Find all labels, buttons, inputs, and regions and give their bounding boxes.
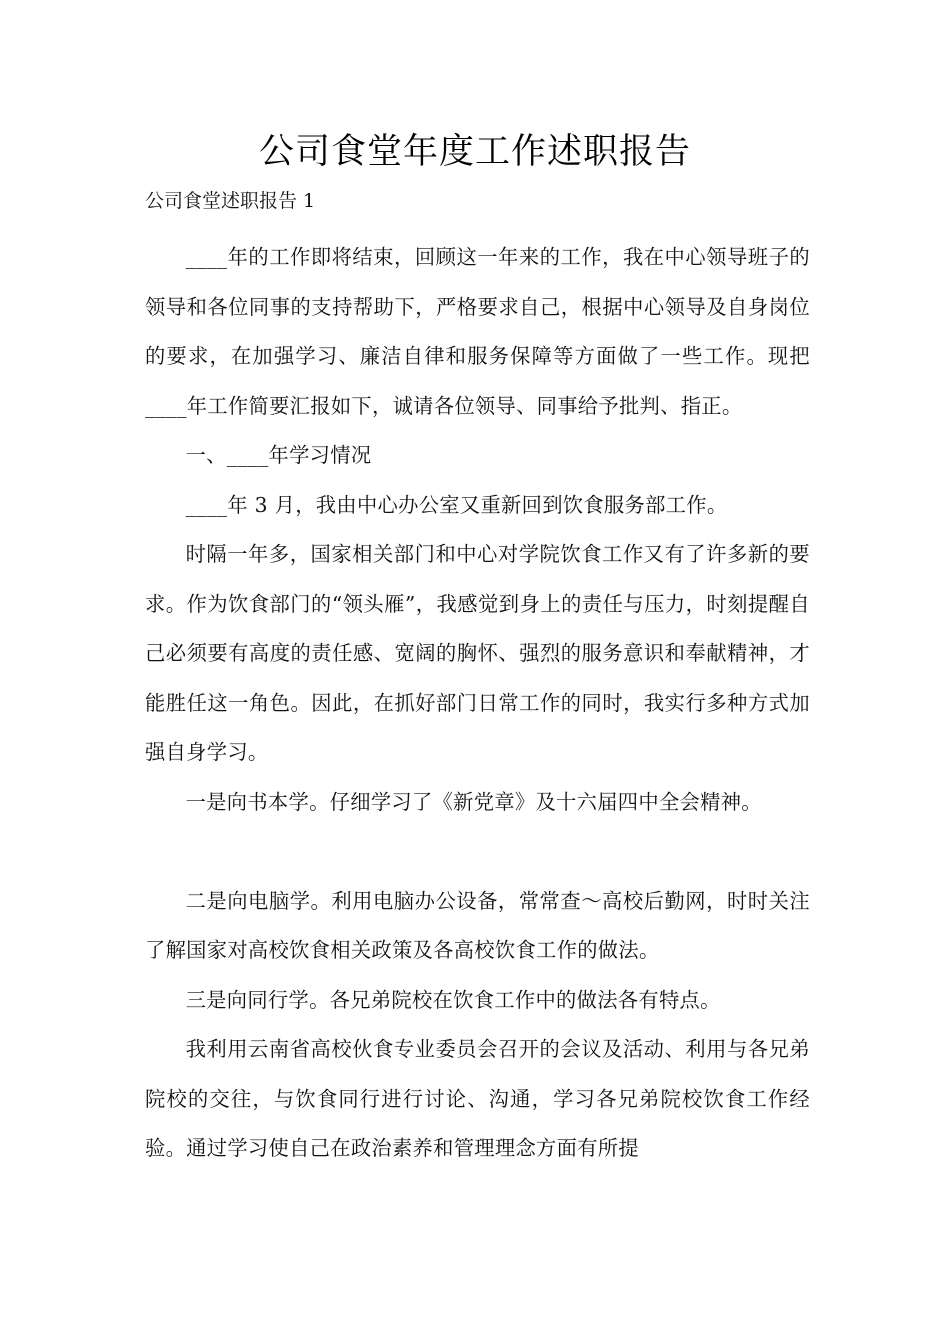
paragraph-intro: ____年的工作即将结束，回顾这一年来的工作，我在中心领导班子的领导和各位同事的支持帮助下，严格要求自己，根据中心领导及自身岗位的要求，在加强学习、廉洁自律和服务保障等方面做了一些工作。现把____年工作简要汇报如下，诚请各位领导、同事给予批判、指正。 [145,245,810,418]
paragraph-requirements: 时隔一年多，国家相关部门和中心对学院饮食工作又有了许多新的要求。作为饮食部门的“领头雁”，我感觉到身上的责任与压力，时刻提醒自己必须要有高度的责任感、宽阔的胸怀、强烈的服务意识和奉献精神，才能胜任这一角色。因此，在抓好部门日常工作的同时，我实行多种方式加强自身学习。 [145,542,810,764]
paragraph-learn-peers: 三是向同行学。各兄弟院校在饮食工作中的做法各有特点。 [185,987,721,1012]
paragraph-exchange: 我利用云南省高校伙食专业委员会召开的会议及活动、利用与各兄弟院校的交往，与饮食同行进行讨论、沟通，学习各兄弟院校饮食工作经验。通过学习使自己在政治素养和管理理念方面有所提 [145,1037,810,1160]
document-body [145,233,810,1174]
paragraph-return: ____年 3 月，我由中心办公室又重新回到饮食服务部工作。 [185,492,728,517]
paragraph-learn-books: 一是向书本学。仔细学习了《新党章》及十六届四中全会精神。 [185,789,762,814]
section-heading-study: 一、____年学习情况 [185,443,372,467]
paragraph-learn-computer: 二是向电脑学。利用电脑办公设备，常常查～高校后勤网，时时关注了解国家对高校饮食相关政策及各高校饮食工作的做法。 [145,888,810,962]
document-title: 公司食堂年度工作述职报告 [258,132,691,172]
document-subtitle: 公司食堂述职报告 1 [145,190,316,212]
